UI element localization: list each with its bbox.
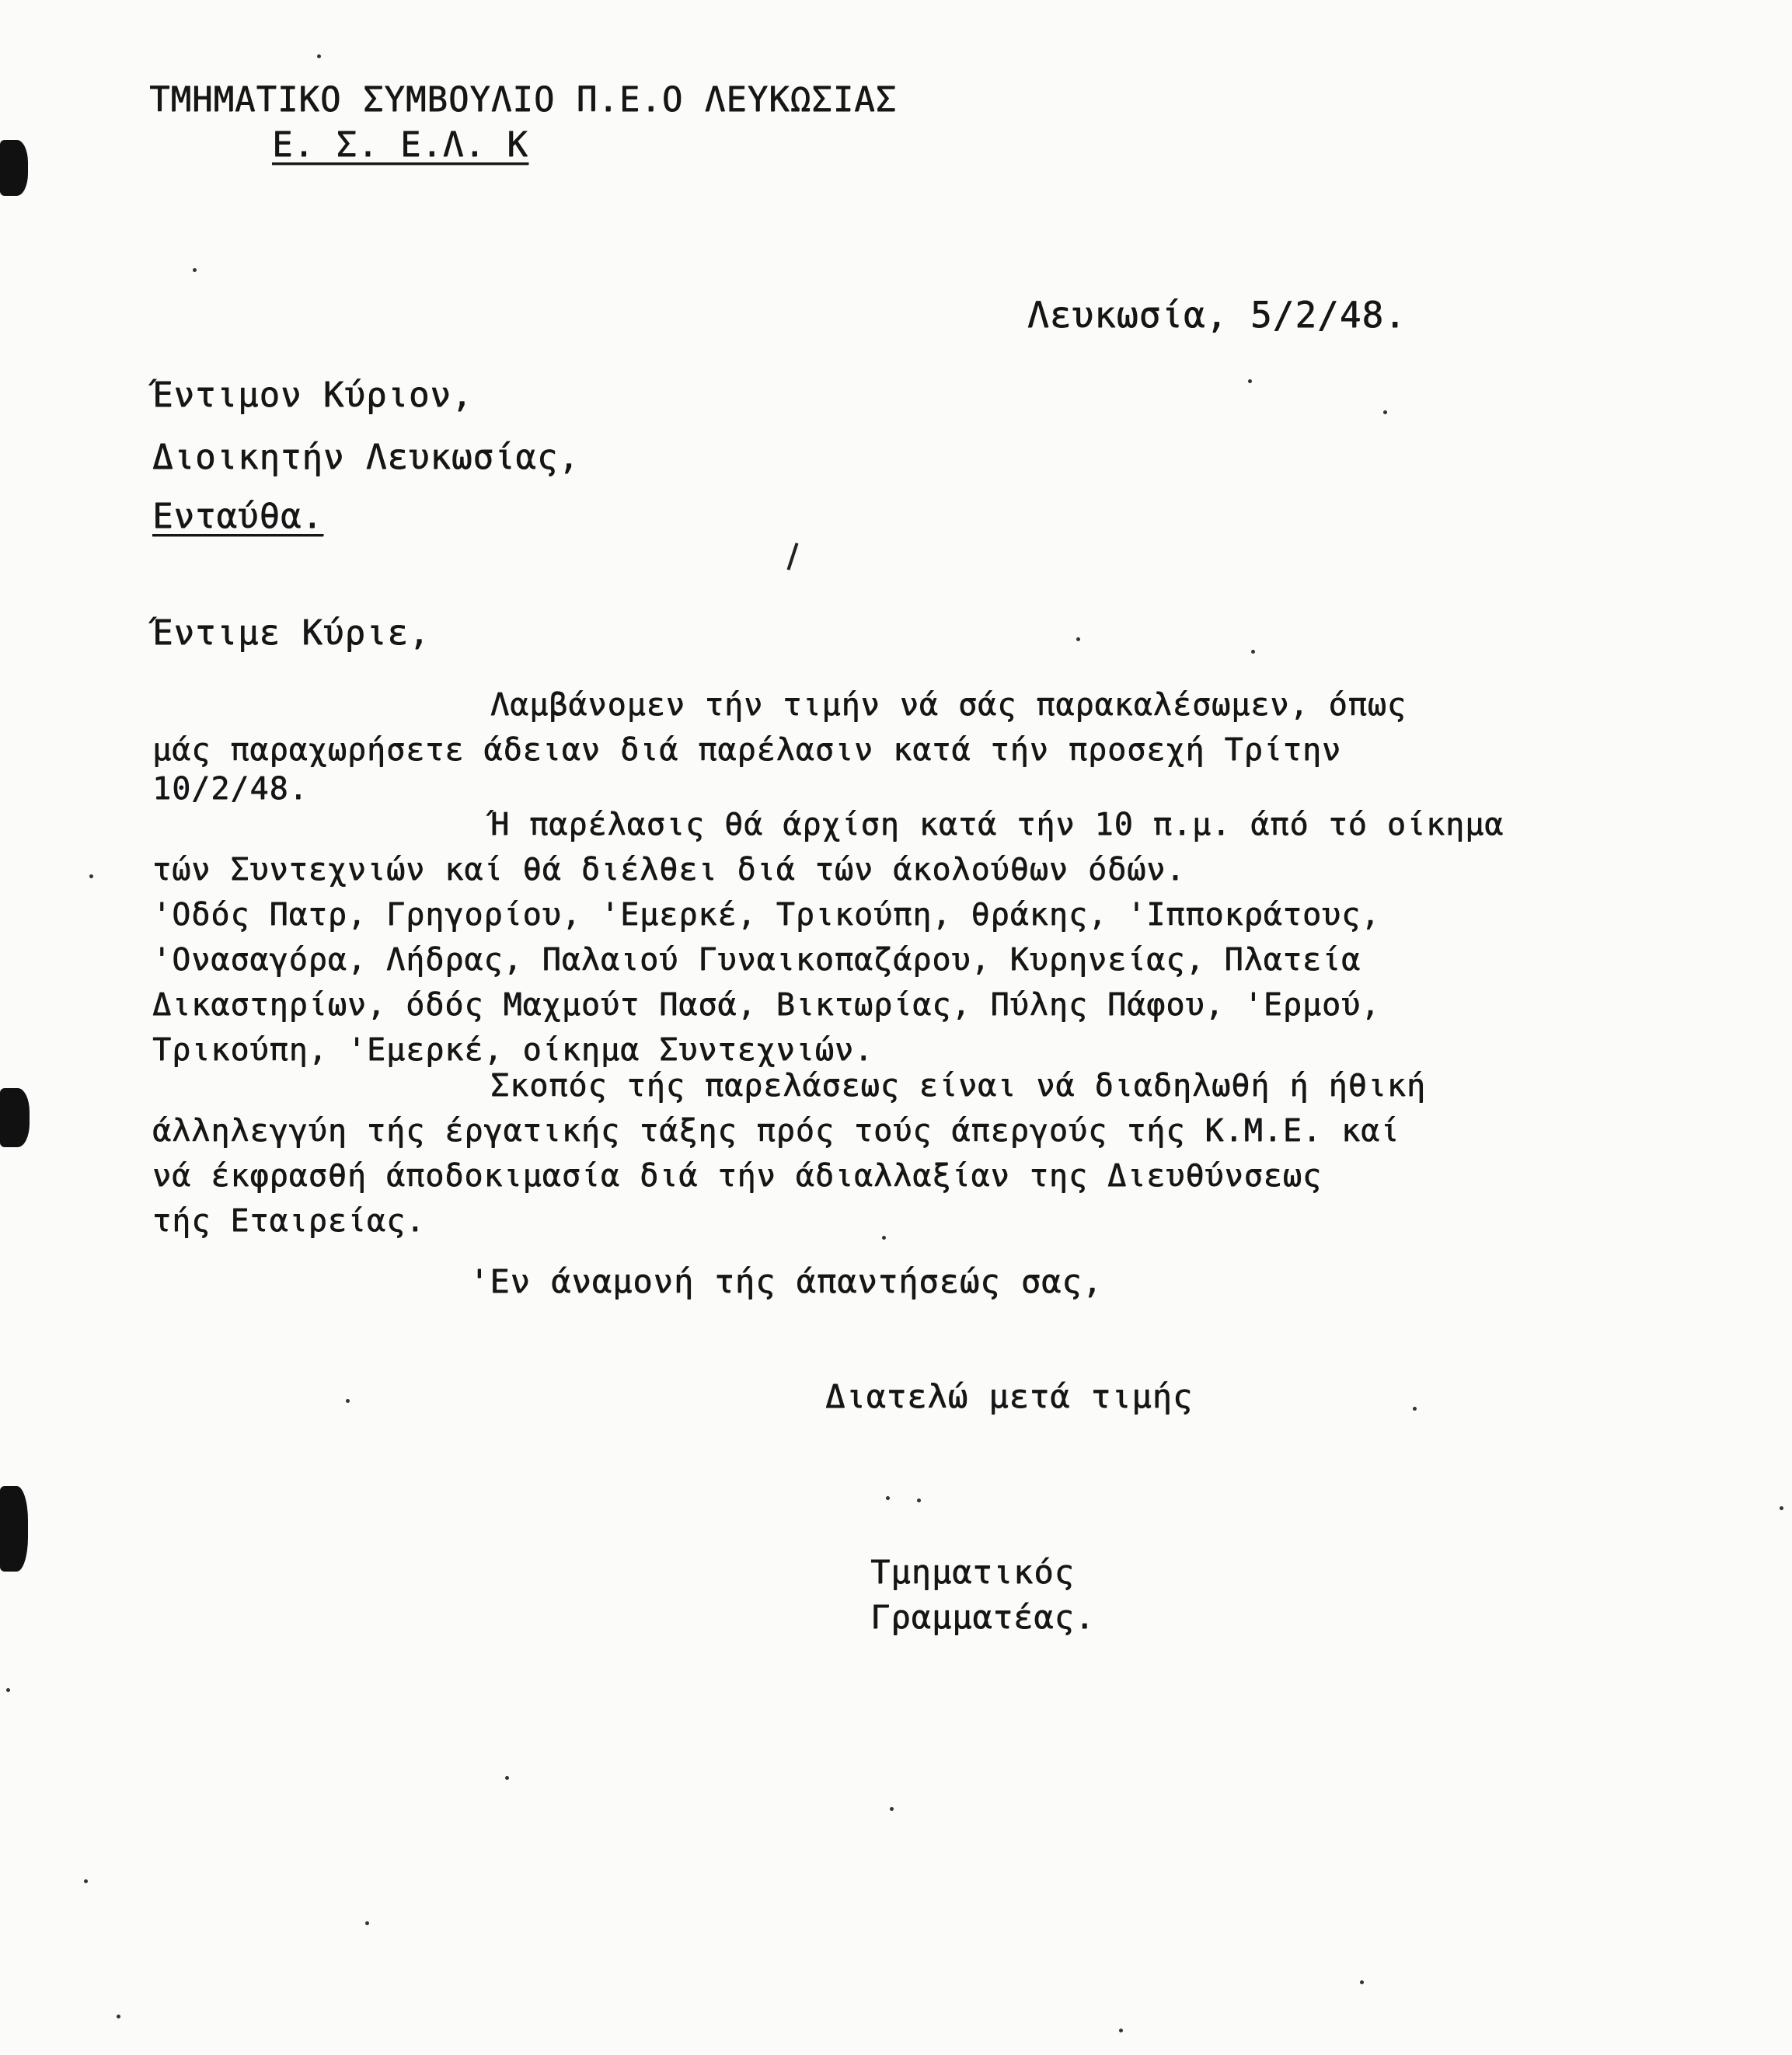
recipient-line-2: Διοικητήν Λευκωσίας, — [152, 438, 580, 477]
body-line: Δικαστηρίων, όδός Μαχμούτ Πασά, Βικτωρίας, Πύλης Πάφου, 'Ερμού, — [152, 987, 1381, 1023]
body-line: τών Συντεχνιών καί θά διέλθει διά τών άκολούθων όδών. — [152, 852, 1186, 888]
body-line: νά έκφρασθή άποδοκιμασία διά τήν άδιαλλαξίαν της Διευθύνσεως — [152, 1158, 1322, 1194]
body-line: 10/2/48. — [152, 771, 309, 807]
punch-hole-middle — [0, 1088, 30, 1147]
paper-speck — [1780, 1506, 1783, 1510]
body-line: 'Ονασαγόρα, Λήδρας, Παλαιού Γυναικοπαζάρου, Κυρηνείας, Πλατεία — [152, 942, 1361, 978]
paper-speck — [193, 268, 197, 272]
pen-mark — [787, 543, 799, 570]
body-line: άλληλεγγύη τής έργατικής τάξης πρός τούς άπεργούς τής Κ.Μ.Ε. καί — [152, 1113, 1400, 1149]
body-line: Σκοπός τής παρελάσεως είναι νά διαδηλωθή ή ήθική — [490, 1068, 1426, 1104]
signature-title-line-1: Τμηματικός — [870, 1553, 1075, 1591]
paper-speck — [1413, 1407, 1417, 1411]
salutation: Έντιμε Κύριε, — [152, 613, 431, 653]
paper-speck — [1251, 650, 1255, 654]
body-line: μάς παραχωρήσετε άδειαν διά παρέλασιν κατά τήν προσεχή Τρίτην — [152, 732, 1342, 768]
body-line: Τρικούπη, 'Εμερκέ, οίκημα Συντεχνιών. — [152, 1032, 874, 1068]
paper-speck — [890, 1807, 894, 1811]
signature-title-line-2: Γραμματέας. — [870, 1598, 1096, 1636]
body-line: 'Οδός Πατρ, Γρηγορίου, 'Εμερκέ, Τρικούπη, θράκης, 'Ιπποκράτους, — [152, 897, 1381, 933]
recipient-line-3: Ενταύθα. — [152, 497, 323, 536]
letter-date: Λευκωσία, 5/2/48. — [1027, 294, 1407, 336]
paper-speck — [89, 874, 93, 878]
paper-speck — [84, 1879, 88, 1883]
paper-speck — [886, 1496, 890, 1500]
body-paragraph-3 — [152, 1063, 1426, 1244]
body-line: Ή παρέλασις θά άρχίση κατά τήν 10 π.μ. άπό τό οίκημα — [490, 807, 1504, 843]
paper-speck — [1076, 637, 1080, 641]
paper-speck — [317, 54, 321, 58]
paper-speck — [1119, 2029, 1123, 2032]
valediction: Διατελώ μετά τιμής — [825, 1377, 1194, 1415]
paper-speck — [917, 1499, 921, 1502]
punch-hole-bottom — [0, 1486, 28, 1572]
punch-hole-top — [0, 140, 28, 196]
paper-speck — [365, 1921, 369, 1925]
recipient-line-1: Έντιμον Κύριον, — [152, 375, 473, 415]
letterhead-organization: ΤΜΗΜΑΤΙΚΟ ΣΥΜΒΟΥΛΙΟ Π.Ε.Ο ΛΕΥΚΩΣΙΑΣ — [149, 80, 898, 120]
body-line: τής Εταιρείας. — [152, 1203, 426, 1239]
paper-speck — [117, 2015, 120, 2018]
paper-speck — [346, 1399, 350, 1403]
letterhead-initials: Ε. Σ. Ε.Λ. Κ — [272, 125, 528, 165]
body-paragraph-1 — [152, 682, 1407, 811]
paper-speck — [1360, 1980, 1364, 1984]
closing-line: 'Εν άναμονή τής άπαντήσεώς σας, — [469, 1262, 1103, 1300]
paper-speck — [505, 1776, 509, 1780]
paper-speck — [1248, 379, 1252, 383]
body-paragraph-2 — [152, 802, 1504, 1073]
paper-speck — [6, 1688, 10, 1692]
body-line: Λαμβάνομεν τήν τιμήν νά σάς παρακαλέσωμεν, όπως — [490, 687, 1407, 723]
paper-speck — [1383, 410, 1387, 414]
